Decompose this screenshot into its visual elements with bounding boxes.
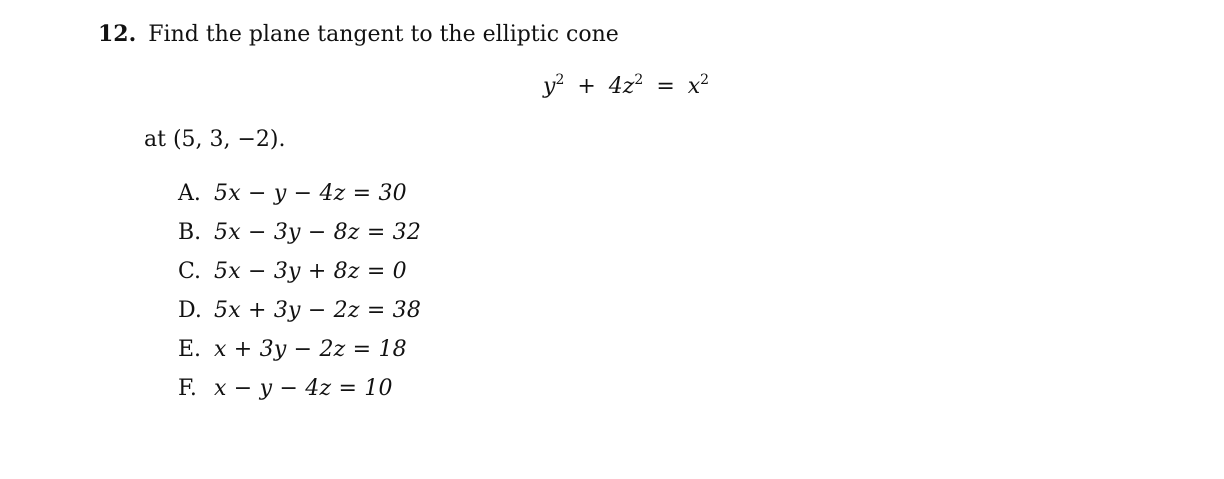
choice-letter: B. <box>178 220 202 245</box>
equation-exponent-z: 2 <box>634 72 644 88</box>
choice-letter: F. <box>178 376 197 401</box>
problem-header <box>98 20 619 49</box>
equation-term-z: 4z <box>608 74 635 99</box>
equation-term-x: x <box>687 74 701 99</box>
equation-exponent-y: 2 <box>555 72 565 88</box>
choice-f[interactable] <box>178 375 421 414</box>
cone-equation <box>543 72 709 102</box>
choice-text: x − y − 4z = 10 <box>214 376 393 401</box>
problem-prompt: Find the plane tangent to the elliptic cone <box>148 22 619 47</box>
problem-number: 12. <box>98 21 137 47</box>
choice-letter: C. <box>178 259 202 284</box>
choice-e[interactable] <box>178 336 421 375</box>
choice-text: 5x − 3y − 8z = 32 <box>214 220 422 245</box>
choice-text: 5x − y − 4z = 30 <box>214 181 407 206</box>
equation-exponent-x: 2 <box>700 72 710 88</box>
choice-text: 5x − 3y + 8z = 0 <box>214 259 407 284</box>
tangent-point: at (5, 3, −2). <box>144 127 286 152</box>
choice-letter: E. <box>178 337 202 362</box>
choice-d[interactable] <box>178 297 421 336</box>
choice-letter: A. <box>178 181 201 206</box>
choice-c[interactable] <box>178 258 421 297</box>
equation-plus: + <box>577 74 596 99</box>
choice-text: 5x + 3y − 2z = 38 <box>214 298 422 323</box>
choice-letter: D. <box>178 298 202 323</box>
equation-term-y: y <box>543 74 556 99</box>
equation-equals: = <box>656 74 675 99</box>
choice-b[interactable] <box>178 219 421 258</box>
choice-a[interactable] <box>178 180 421 219</box>
answer-choices <box>178 180 421 414</box>
choice-text: x + 3y − 2z = 18 <box>214 337 407 362</box>
